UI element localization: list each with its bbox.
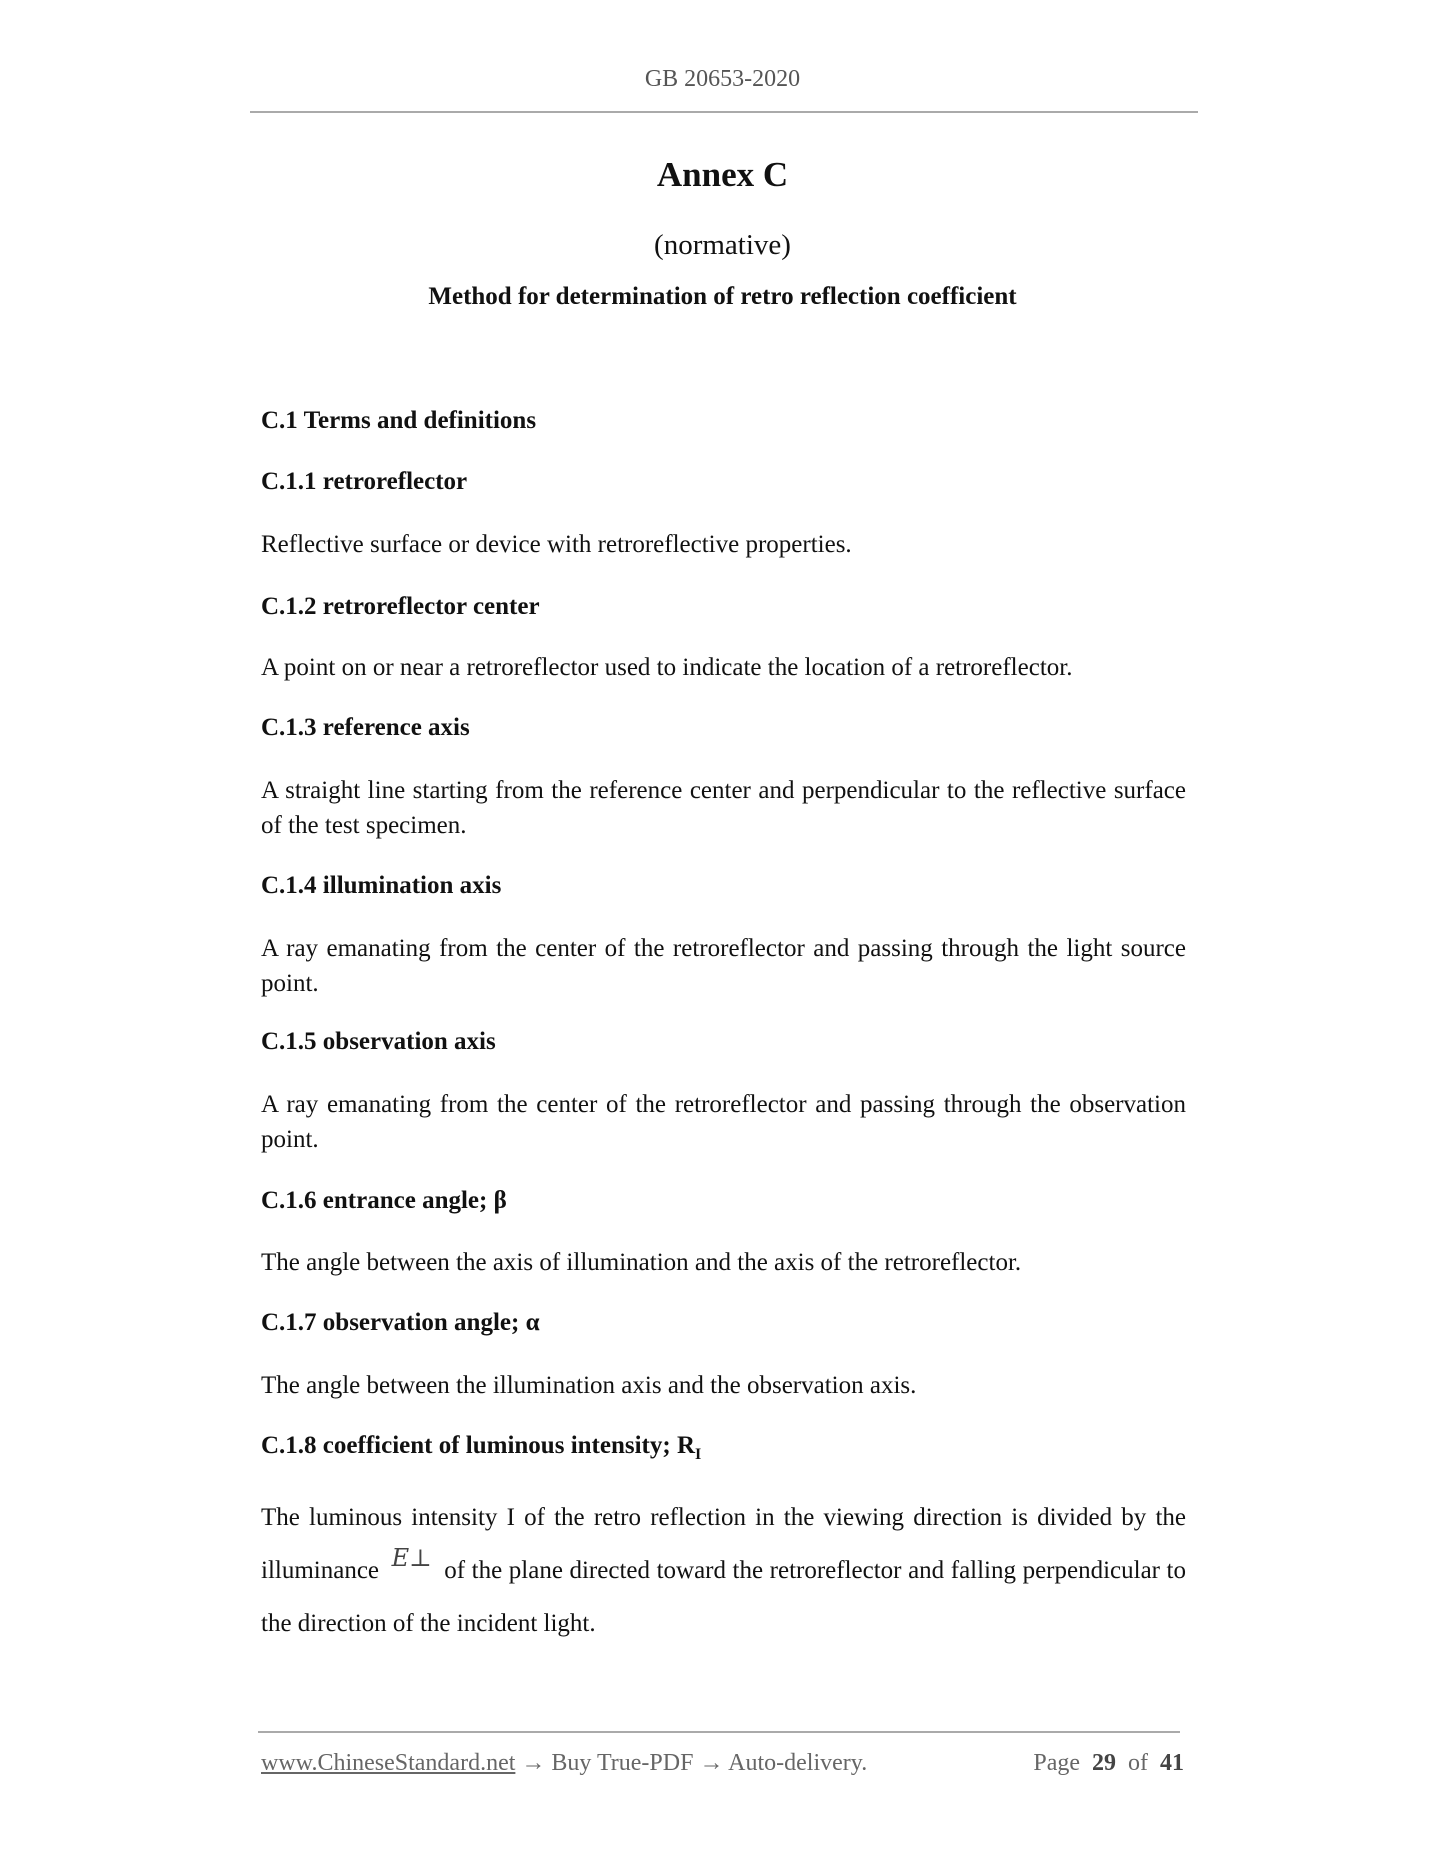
section-text: Reflective surface or device with retroreflective properties. <box>261 531 852 558</box>
section-heading: C.1.6 entrance angle; β <box>261 1187 507 1214</box>
annex-subtitle: Method for determination of retro reflection coefficient <box>428 283 1017 310</box>
arrow-icon: → <box>521 1750 546 1776</box>
current-page: 29 <box>1092 1750 1116 1776</box>
website-link[interactable]: www.ChineseStandard.net <box>261 1750 516 1776</box>
buy-text: Buy True-PDF <box>551 1750 694 1776</box>
of-label: of <box>1128 1750 1148 1776</box>
section-text: A ray emanating from the center of the retroreflector and passing through the observation point. <box>261 1091 1186 1153</box>
formula-e-perp: E⊥ <box>391 1544 432 1572</box>
section-heading: C.1.1 retroreflector <box>261 468 468 495</box>
annex-status: (normative) <box>654 229 791 261</box>
text-part-b: of the plane directed toward the retroreflector and falling perpendicular to the direction of the incident light. <box>261 1557 1187 1637</box>
section-text: A point on or near a retroreflector used to indicate the location of a retroreflector. <box>261 654 1073 681</box>
footer-links <box>261 1750 867 1777</box>
annex-title: Annex C <box>656 155 789 194</box>
section-heading: C.1.3 reference axis <box>261 714 470 741</box>
section-text-ri <box>261 1491 1186 1650</box>
section-heading: C.1.2 retroreflector center <box>261 593 540 620</box>
delivery-text: Auto-delivery. <box>728 1750 868 1776</box>
arrow-icon: → <box>699 1750 724 1776</box>
total-pages: 41 <box>1160 1750 1184 1776</box>
section-heading: C.1.4 illumination axis <box>261 872 502 899</box>
page-number <box>1033 1750 1184 1777</box>
subscript: I <box>695 1446 702 1463</box>
section-heading: C.1 Terms and definitions <box>261 407 537 434</box>
heading-text: C.1.8 coefficient of luminous intensity; R <box>261 1432 695 1459</box>
footer-divider <box>258 1731 1180 1733</box>
section-heading-ri <box>261 1430 701 1471</box>
header-divider <box>250 111 1198 113</box>
section-text: A straight line starting from the reference center and perpendicular to the reflective surface of the test specimen. <box>261 777 1186 839</box>
section-heading: C.1.5 observation axis <box>261 1028 496 1055</box>
section-heading: C.1.7 observation angle; α <box>261 1309 540 1336</box>
document-id-header: GB 20653-2020 <box>644 66 801 92</box>
text-part-a: The luminous intensity I of the retro reflection in the viewing direction is divided by the illuminance <box>261 1504 1186 1584</box>
section-text: The angle between the illumination axis and the observation axis. <box>261 1372 917 1399</box>
section-text: The angle between the axis of illumination and the axis of the retroreflector. <box>261 1249 1022 1276</box>
page-label: Page <box>1033 1750 1080 1776</box>
section-text: A ray emanating from the center of the retroreflector and passing through the light source point. <box>261 935 1186 997</box>
